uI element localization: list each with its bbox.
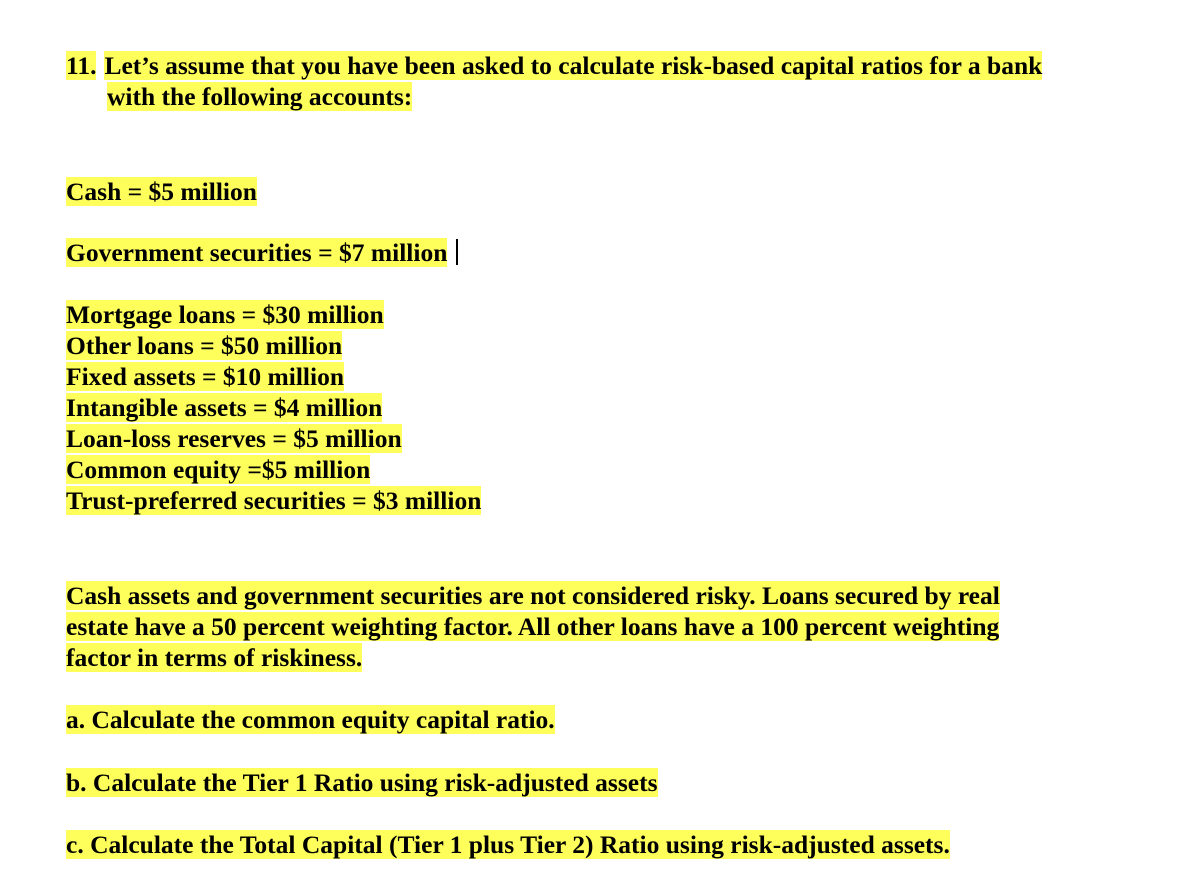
part-b: b. Calculate the Tier 1 Ratio using risk-adjusted assets [66, 768, 658, 797]
part-a: a. Calculate the common equity capital ratio. [66, 705, 555, 734]
account-common-equity: Common equity =$5 million [66, 455, 371, 484]
account-trust-preferred-securities: Trust-preferred securities = $3 million [66, 486, 482, 515]
question-intro: Let’s assume that you have been asked to calculate risk-based capital ratios for a bank [104, 51, 1043, 80]
notes-line-3: factor in terms of riskiness. [66, 643, 363, 672]
account-mortgage-loans: Mortgage loans = $30 million [66, 300, 384, 329]
account-fixed-assets: Fixed assets = $10 million [66, 362, 345, 391]
notes-line-2: estate have a 50 percent weighting factor. All other loans have a 100 percent weighting [66, 612, 1000, 641]
part-c: c. Calculate the Total Capital (Tier 1 plus Tier 2) Ratio using risk-adjusted assets. [66, 830, 950, 859]
question-line-1 [66, 50, 1042, 81]
text-cursor [456, 239, 458, 265]
account-government-securities[interactable]: Government securities = $7 million [66, 237, 458, 268]
question-number: 11. [66, 51, 97, 80]
notes-line-1: Cash assets and government securities are not considered risky. Loans secured by real [66, 581, 1000, 610]
account-cash: Cash = $5 million [66, 177, 257, 206]
account-intangible-assets: Intangible assets = $4 million [66, 393, 383, 422]
account-other-loans: Other loans = $50 million [66, 331, 343, 360]
question-line-2 [107, 81, 412, 112]
question-intro-continued: with the following accounts: [107, 82, 413, 111]
account-loan-loss-reserves: Loan-loss reserves = $5 million [66, 424, 402, 453]
